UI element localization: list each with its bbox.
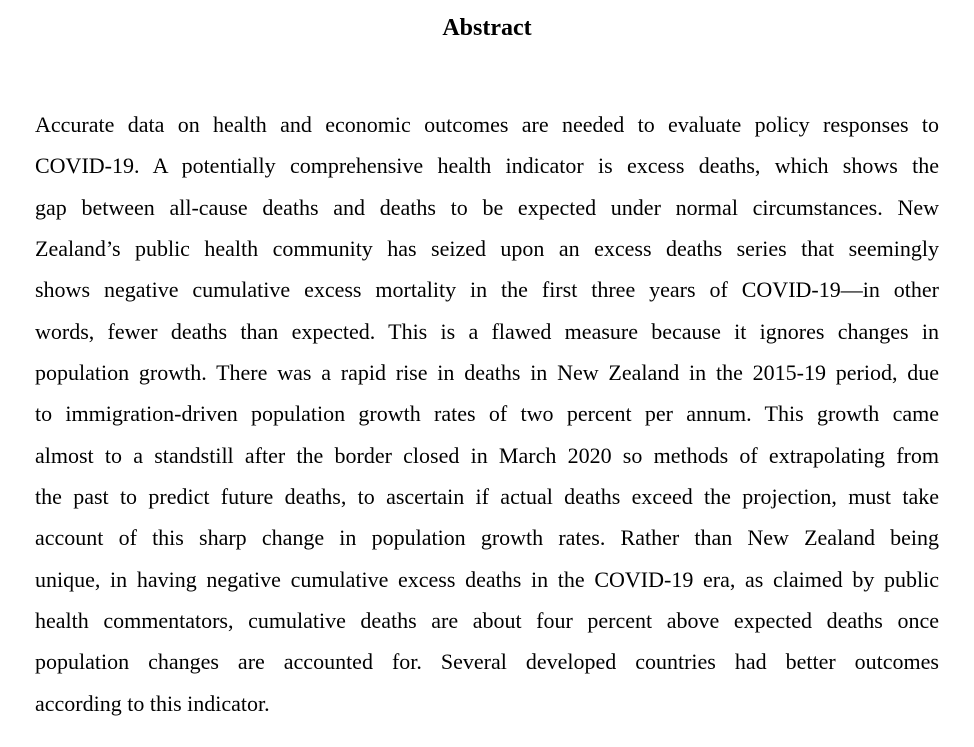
abstract-paragraph	[35, 104, 939, 724]
abstract-line-13: health commentators, cumulative deaths are about four percent above expected deaths once	[35, 608, 939, 634]
abstract-heading: Abstract	[442, 15, 532, 41]
abstract-line-15: according to this indicator.	[35, 690, 270, 716]
abstract-line-10: the past to predict future deaths, to ascertain if actual deaths exceed the projection, must take	[35, 484, 939, 510]
abstract-line-6: words, fewer deaths than expected. This is a flawed measure because it ignores changes in	[35, 318, 939, 344]
abstract-line-11: account of this sharp change in population growth rates. Rather than New Zealand being	[35, 525, 939, 551]
abstract-line-4: Zealand’s public health community has seized upon an excess deaths series that seemingly	[35, 236, 939, 262]
abstract-line-5: shows negative cumulative excess mortality in the first three years of COVID-19—in other	[35, 277, 939, 303]
abstract-line-2: COVID-19. A potentially comprehensive health indicator is excess deaths, which shows the	[35, 153, 939, 179]
abstract-line-7: population growth. There was a rapid rise in deaths in New Zealand in the 2015-19 period, due	[35, 360, 939, 386]
abstract-line-12: unique, in having negative cumulative excess deaths in the COVID-19 era, as claimed by public	[35, 566, 939, 592]
abstract-line-8: to immigration-driven population growth rates of two percent per annum. This growth came	[35, 401, 939, 427]
abstract-line-1: Accurate data on health and economic outcomes are needed to evaluate policy responses to	[35, 112, 939, 137]
abstract-line-14: population changes are accounted for. Several developed countries had better outcomes	[35, 649, 939, 675]
abstract-line-3: gap between all-cause deaths and deaths to be expected under normal circumstances. New	[35, 194, 939, 220]
abstract-line-9: almost to a standstill after the border closed in March 2020 so methods of extrapolating from	[35, 442, 939, 468]
